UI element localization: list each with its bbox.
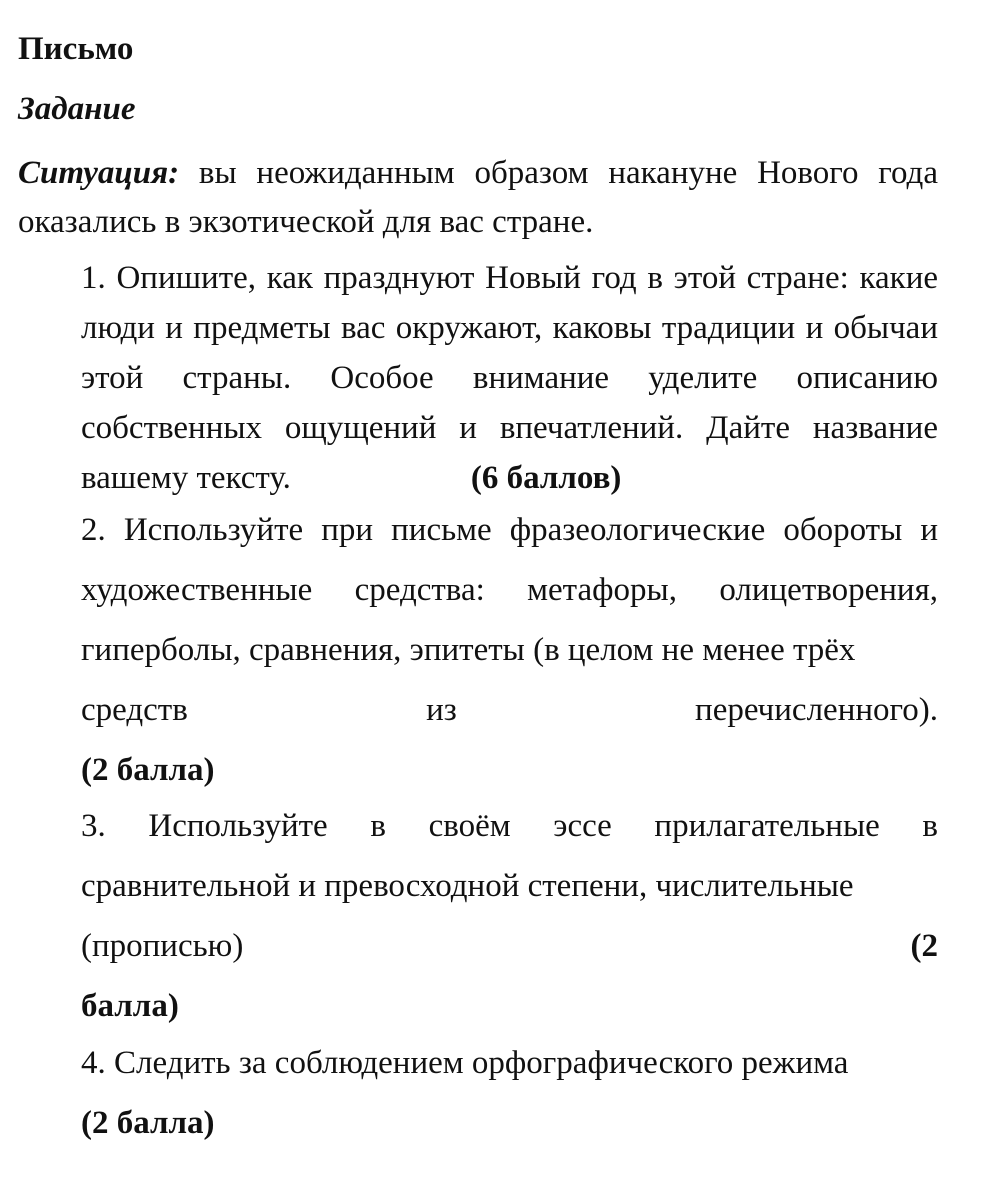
- task-points: (6 баллов): [470, 460, 622, 496]
- task-item-1: [81, 253, 938, 503]
- task-points-start: (2: [910, 928, 938, 964]
- task-points-end: балла): [81, 988, 179, 1024]
- task-body: [81, 796, 938, 916]
- task-text: Используйте в своём эссе прилагательные в сравнительной и превосходной степени, числительные: [81, 808, 938, 904]
- task-text: Опишите, как празднуют Новый год в этой стране: какие люди и предметы вас окружают, каковы традиции и обычаи этой страны. Особое внимание уделите описанию собственных ощущений и впечатлений. Дайте название вашему тексту.: [81, 260, 939, 496]
- task-word: перечисленного).: [695, 692, 938, 728]
- document-subtitle: Задание: [18, 91, 136, 127]
- task-word: из: [426, 692, 457, 728]
- situation-label: Ситуация:: [18, 155, 180, 191]
- task-word: (прописью): [81, 928, 244, 964]
- task-text: Следить за соблюдением орфографического режима: [114, 1045, 849, 1081]
- situation-paragraph: [18, 149, 938, 247]
- task-number: 4.: [81, 1045, 106, 1081]
- task-text-last-line: [81, 916, 938, 976]
- task-points: (2 балла): [81, 752, 215, 788]
- task-number: 3.: [81, 808, 106, 844]
- task-item-4: [81, 1033, 938, 1153]
- task-text: Используйте при письме фразеологические обороты и художественные средства: метафоры, олицетворения, гиперболы, сравнения, эпитеты (в целом не менее трёх: [81, 512, 939, 668]
- task-item-2: [81, 500, 938, 800]
- task-points: (2 балла): [81, 1105, 215, 1141]
- task-number: 2.: [81, 512, 106, 548]
- task-item-3: [81, 796, 938, 1036]
- task-body: [81, 1033, 938, 1093]
- situation-text: вы неожиданным образом накануне Нового года оказались в экзотической для вас стране.: [18, 155, 938, 240]
- task-word: средств: [81, 692, 188, 728]
- task-body: [81, 500, 938, 680]
- task-number: 1.: [81, 260, 106, 296]
- task-text-last-line: [81, 680, 938, 740]
- document-title: Письмо: [18, 31, 134, 67]
